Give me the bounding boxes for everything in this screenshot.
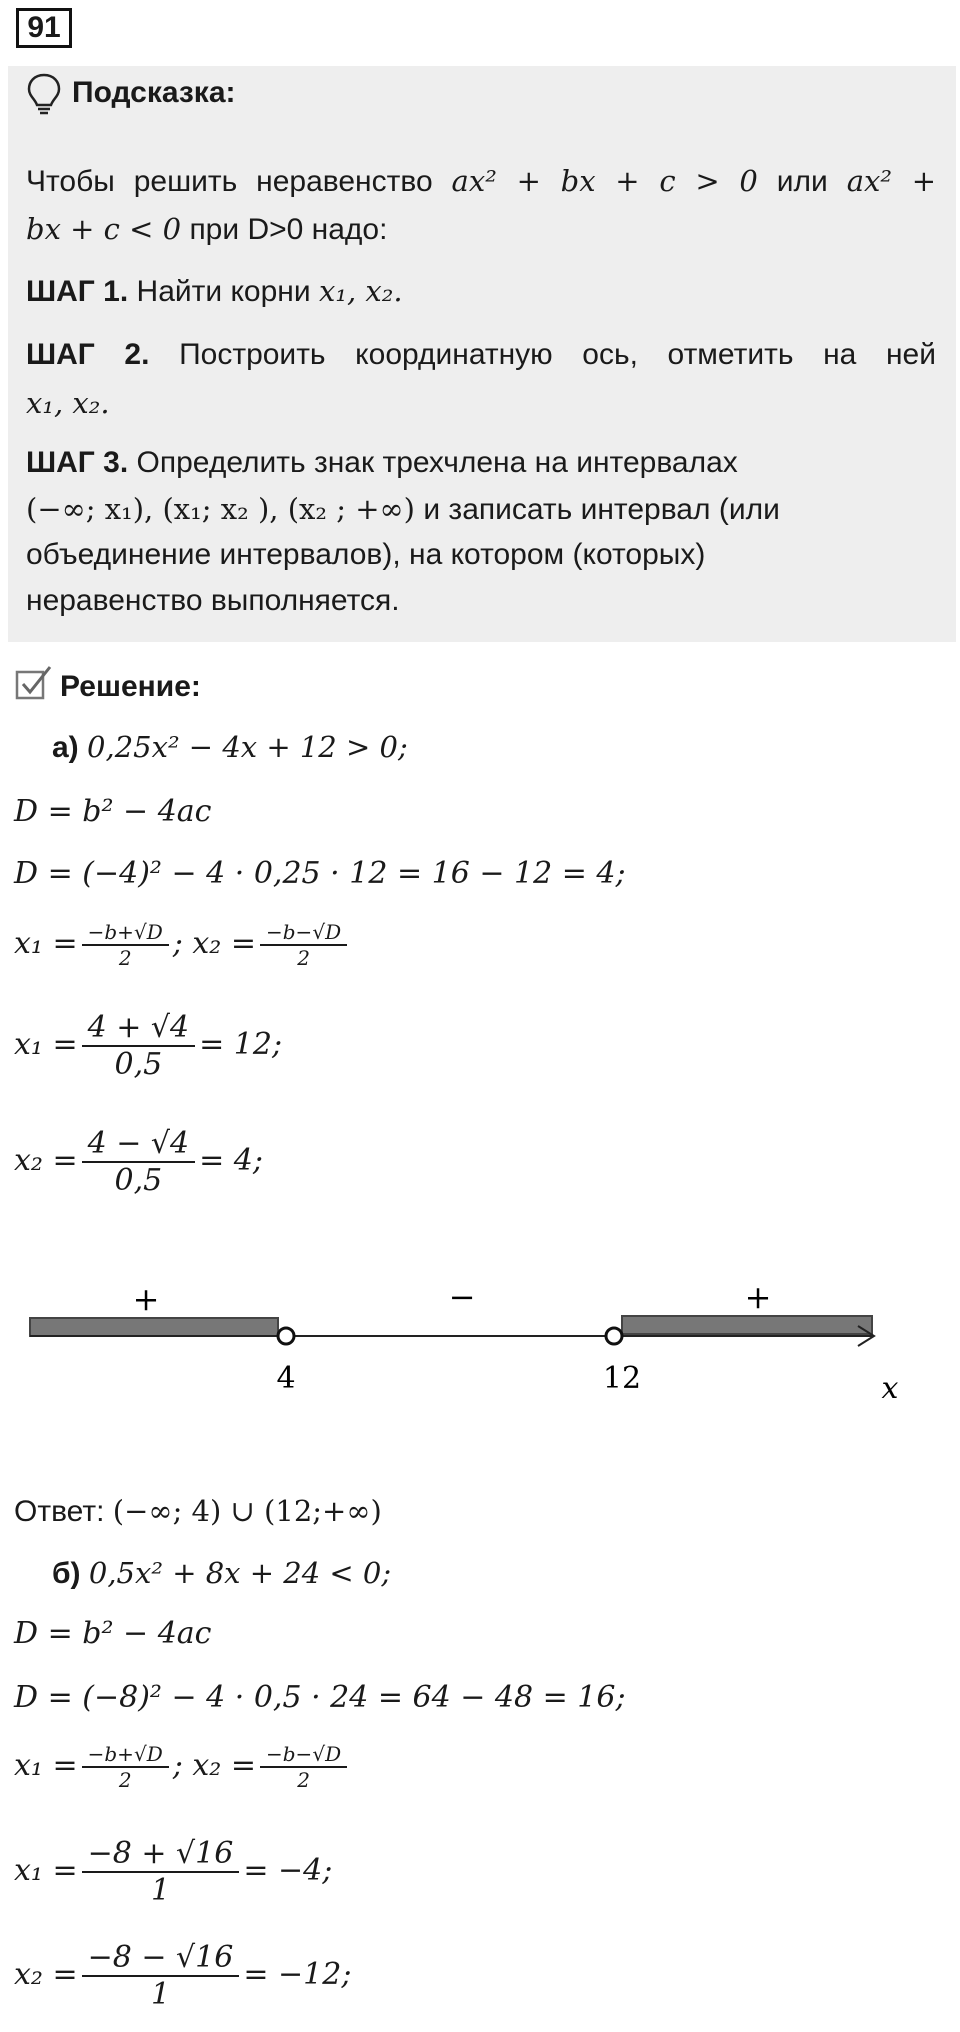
part-a-roots-formula: x₁ = $\frac{-b+√D}{2}$ ; x₂ = $\frac{-b-√D}{2}$	[14, 920, 351, 970]
shade-left	[30, 1318, 278, 1336]
part-a-inequality: а) 0,25x² − 4x + 12 > 0;	[52, 730, 408, 764]
hint-intro-line1: Чтобы решить неравенство ax² + bx + c > 0 или ax² +	[26, 164, 937, 198]
label-12: 12	[602, 1361, 642, 1396]
sign-right: +	[744, 1278, 772, 1316]
hint-step3-line1: ШАГ 3. Определить знак трехчлена на интервалах	[26, 446, 738, 479]
number-line	[0, 1270, 960, 1420]
part-b-x2: x₂ = $\frac{-8 - √16}{1}$ = −12;	[14, 1940, 352, 2012]
part-b-x1: x₁ = $\frac{-8 + √16}{1}$ = −4;	[14, 1836, 333, 1908]
part-a-x1: x₁ = $\frac{4 + √4}{0,5}$ = 12;	[14, 1010, 283, 1082]
point-4	[278, 1328, 294, 1344]
solution-title: Решение:	[60, 670, 201, 703]
shade-right	[622, 1316, 872, 1334]
checkbox-icon	[14, 664, 54, 704]
part-b-roots-formula: x₁ = $\frac{-b+√D}{2}$ ; x₂ = $\frac{-b-√D}{2}$	[14, 1742, 351, 1792]
label-4: 4	[276, 1361, 296, 1396]
axis-var-label: x	[881, 1371, 899, 1406]
part-a-disc-calc: D = (−4)² − 4 · 0,25 · 12 = 16 − 12 = 4;	[14, 856, 626, 891]
part-b-disc-formula: D = b² − 4ac	[14, 1616, 212, 1651]
hint-step3-line4: неравенство выполняется.	[26, 584, 400, 617]
problem-number: 91	[16, 8, 72, 48]
hint-step3-line3: объединение интервалов), на котором (которых)	[26, 538, 706, 571]
hint-step2-line1: ШАГ 2. Построить координатную ось, отметить на ней	[26, 338, 936, 371]
hint-step1: ШАГ 1. Найти корни x₁, x₂.	[26, 274, 403, 308]
sign-middle: −	[448, 1278, 476, 1316]
part-a-disc-formula: D = b² − 4ac	[14, 794, 212, 829]
hint-intro-line2: bx + c < 0 при D>0 надо:	[26, 212, 388, 246]
sign-left: +	[132, 1280, 160, 1318]
point-12	[606, 1328, 622, 1344]
hint-title: Подсказка:	[72, 76, 236, 109]
part-b-inequality: б) 0,5x² + 8x + 24 < 0;	[52, 1556, 392, 1590]
part-b-disc-calc: D = (−8)² − 4 · 0,5 · 24 = 64 − 48 = 16;	[14, 1680, 626, 1715]
part-a-x2: x₂ = $\frac{4 - √4}{0,5}$ = 4;	[14, 1126, 263, 1198]
part-a-answer: Ответ: (−∞; 4) ∪ (12;+∞)	[14, 1494, 382, 1528]
hint-step3-line2: (−∞; x₁), (x₁; x₂ ), (x₂ ; +∞) и записать интервал (или	[26, 492, 780, 526]
lightbulb-icon	[26, 72, 62, 116]
hint-step2-line2: x₁, x₂.	[26, 386, 110, 420]
